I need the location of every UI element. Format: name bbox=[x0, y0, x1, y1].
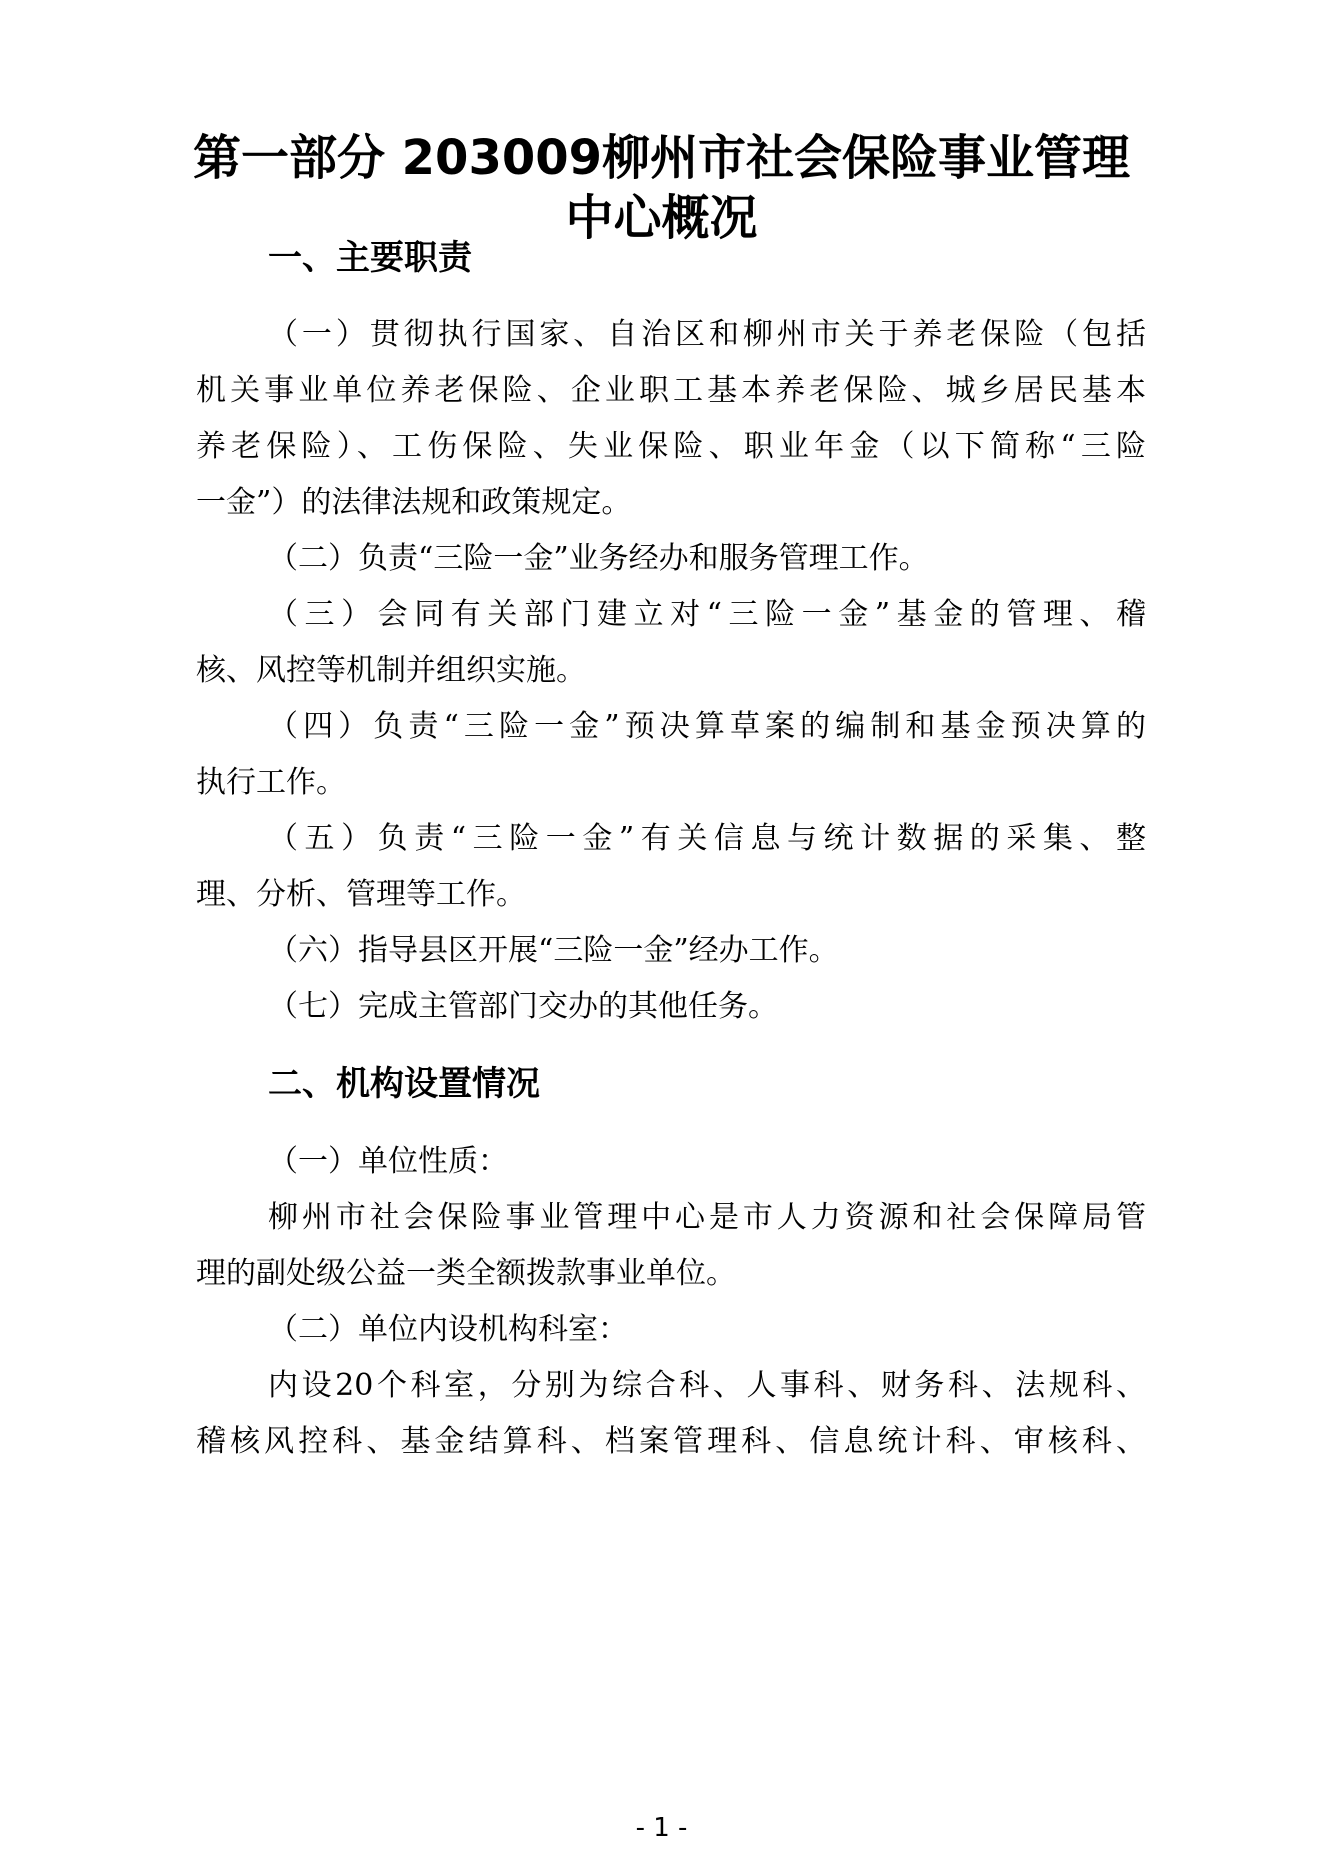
duty-3-line-1: （三）会同有关部门建立对“三险一金”基金的管理、稽 bbox=[268, 597, 1146, 632]
departments-subheading: （二）单位内设机构科室： bbox=[268, 1312, 628, 1347]
duty-1-line-4: 一金”）的法律法规和政策规定。 bbox=[196, 485, 632, 520]
duty-1-line-3: 养老保险）、工伤保险、失业保险、职业年金（以下简称“三险 bbox=[196, 429, 1146, 464]
title-line-1: 第一部分 203009柳州市社会保险事业管理 bbox=[192, 130, 1131, 186]
duty-2: （二）负责“三险一金”业务经办和服务管理工作。 bbox=[268, 541, 929, 576]
duty-3-line-2: 核、风控等机制并组织实施。 bbox=[196, 653, 586, 688]
document-title bbox=[160, 128, 1163, 248]
duty-5-line-1: （五）负责“三险一金”有关信息与统计数据的采集、整 bbox=[268, 821, 1146, 856]
section-heading-organization: 二、机构设置情况 bbox=[268, 1064, 540, 1104]
unit-nature-subheading: （一）单位性质： bbox=[268, 1144, 508, 1179]
title-line-2: 中心概况 bbox=[565, 190, 758, 246]
duty-5-line-2: 理、分析、管理等工作。 bbox=[196, 877, 526, 912]
departments-line-1: 内设20个科室，分别为综合科、人事科、财务科、法规科、 bbox=[268, 1368, 1146, 1403]
departments-line-2: 稽核风控科、基金结算科、档案管理科、信息统计科、审核科、 bbox=[196, 1424, 1146, 1459]
page-number: - 1 - bbox=[635, 1813, 688, 1843]
duty-1-line-1: （一）贯彻执行国家、自治区和柳州市关于养老保险（包括 bbox=[268, 317, 1146, 352]
duty-7: （七）完成主管部门交办的其他任务。 bbox=[268, 989, 778, 1024]
duty-1-line-2: 机关事业单位养老保险、企业职工基本养老保险、城乡居民基本 bbox=[196, 373, 1146, 408]
unit-nature-line-1: 柳州市社会保险事业管理中心是市人力资源和社会保障局管 bbox=[268, 1200, 1146, 1235]
duty-4-line-2: 执行工作。 bbox=[196, 765, 346, 800]
unit-nature-line-2: 理的副处级公益一类全额拨款事业单位。 bbox=[196, 1256, 736, 1291]
section-heading-duties: 一、主要职责 bbox=[268, 238, 472, 278]
duty-4-line-1: （四）负责“三险一金”预决算草案的编制和基金预决算的 bbox=[268, 709, 1146, 744]
duty-6: （六）指导县区开展“三险一金”经办工作。 bbox=[268, 933, 839, 968]
